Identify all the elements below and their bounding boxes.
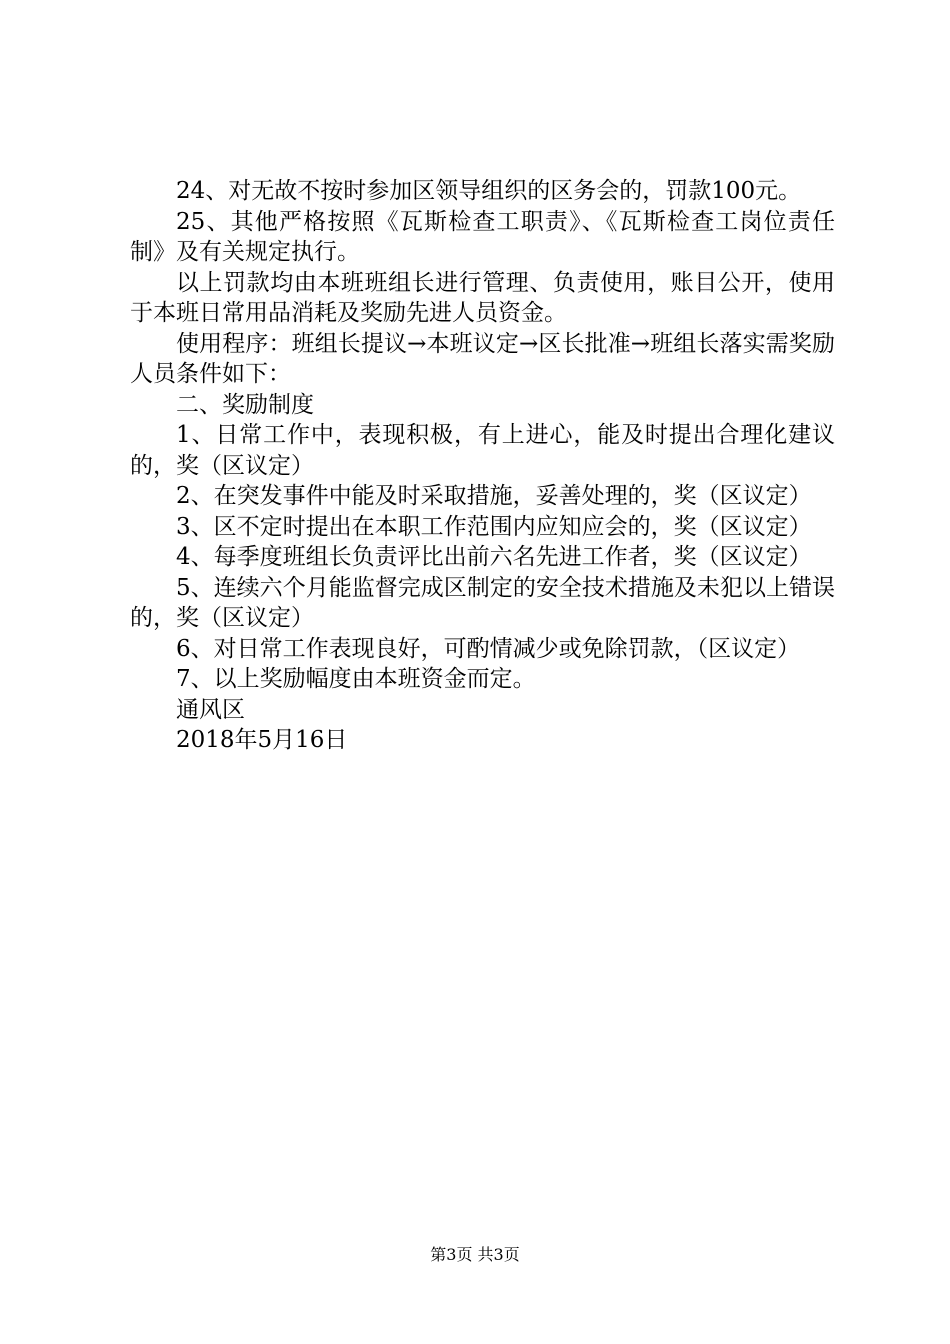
- reward-item-7: 7、以上奖励幅度由本班资金而定。: [176, 666, 536, 692]
- signature-department: 通风区: [176, 696, 245, 723]
- signature-date: 2018年5月16日: [176, 727, 348, 753]
- reward-item-3: 3、区不定时提出在本职工作范围内应知应会的，奖（区议定）: [176, 513, 812, 540]
- reward-item-4: 4、每季度班组长负责评比出前六名先进工作者，奖（区议定）: [176, 544, 812, 570]
- reward-item-5: 5、连续六个月能监督完成区制定的安全技术措施及未犯以上错误的，奖（区议定）: [130, 574, 835, 631]
- paragraph-usage-procedure: 使用程序：班组长提议→本班议定→区长批准→班组长落实需奖励人员条件如下：: [130, 330, 835, 387]
- paragraph-item-25-other-rules: 25、其他严格按照《瓦斯检查工职责》、《瓦斯检查工岗位责任制》及有关规定执行。: [130, 208, 835, 265]
- page-number-footer: 第3页 共3页: [430, 1245, 520, 1264]
- reward-item-1: 1、日常工作中，表现积极，有上进心，能及时提出合理化建议的，奖（区议定）: [130, 422, 835, 479]
- section-heading-reward-system: 二、奖励制度: [176, 391, 314, 418]
- reward-item-6: 6、对日常工作表现良好，可酌情减少或免除罚款，（区议定）: [176, 635, 801, 662]
- document-body: [130, 176, 835, 756]
- paragraph-fine-management: 以上罚款均由本班班组长进行管理、负责使用，账目公开，使用于本班日常用品消耗及奖励先进人员资金。: [130, 269, 835, 326]
- paragraph-item-24-meeting-fine: 24、对无故不按时参加区领导组织的区务会的，罚款100元。: [176, 178, 802, 204]
- reward-item-2: 2、在突发事件中能及时采取措施，妥善处理的，奖（区议定）: [176, 483, 812, 509]
